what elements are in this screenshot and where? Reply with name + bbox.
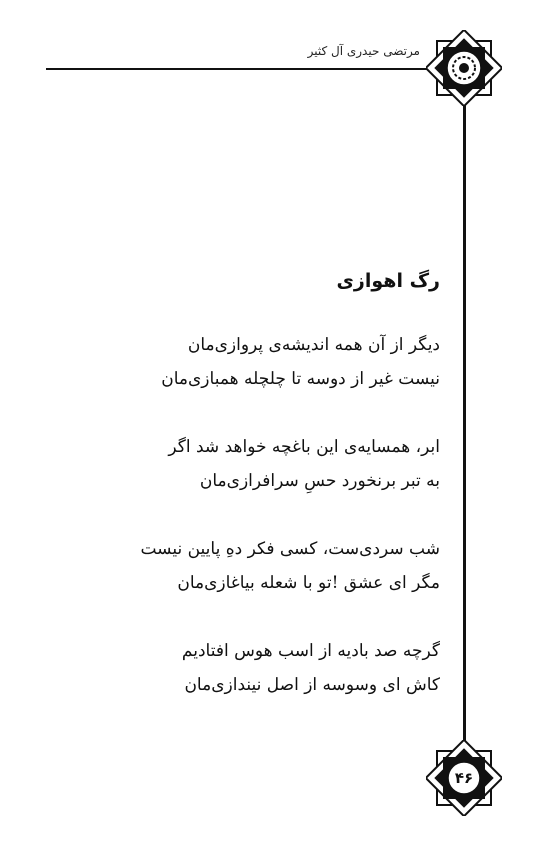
verse-line: به تبر برنخورد حسِ سرافرازی‌مان bbox=[199, 471, 440, 491]
verse-line: شب سردی‌ست، کسی فکر دهِ پایین نیست bbox=[140, 539, 440, 559]
verse-line: دیگر از آن همه اندیشه‌ی پروازی‌مان bbox=[187, 335, 440, 355]
poem-title: رگ اهوازی bbox=[336, 270, 440, 292]
verse-line: نیست غیر از دوسه تا چلچله همبازی‌مان bbox=[161, 369, 440, 389]
stanza bbox=[100, 634, 440, 702]
header-rule bbox=[46, 68, 440, 70]
ornament-top-icon bbox=[426, 30, 502, 106]
verse-line: کاش ای وسوسه از اصل نیندازی‌مان bbox=[184, 675, 440, 695]
verse-line: مگر ای عشق !تو با شعله بیاغازی‌مان bbox=[177, 573, 440, 593]
stanza bbox=[100, 430, 440, 498]
stanza bbox=[100, 532, 440, 600]
stanza bbox=[100, 328, 440, 396]
poem-body bbox=[100, 270, 440, 736]
verse-line: گرچه صد بادیه از اسب هوس افتادیم bbox=[181, 641, 440, 661]
verse-line: ابر، همسایه‌ی این باغچه خواهد شد اگر bbox=[168, 437, 440, 457]
running-header-author: مرتضی حیدری آل کثیر bbox=[307, 44, 420, 58]
page-number: ۴۶ bbox=[454, 769, 474, 787]
margin-rule bbox=[463, 96, 466, 744]
